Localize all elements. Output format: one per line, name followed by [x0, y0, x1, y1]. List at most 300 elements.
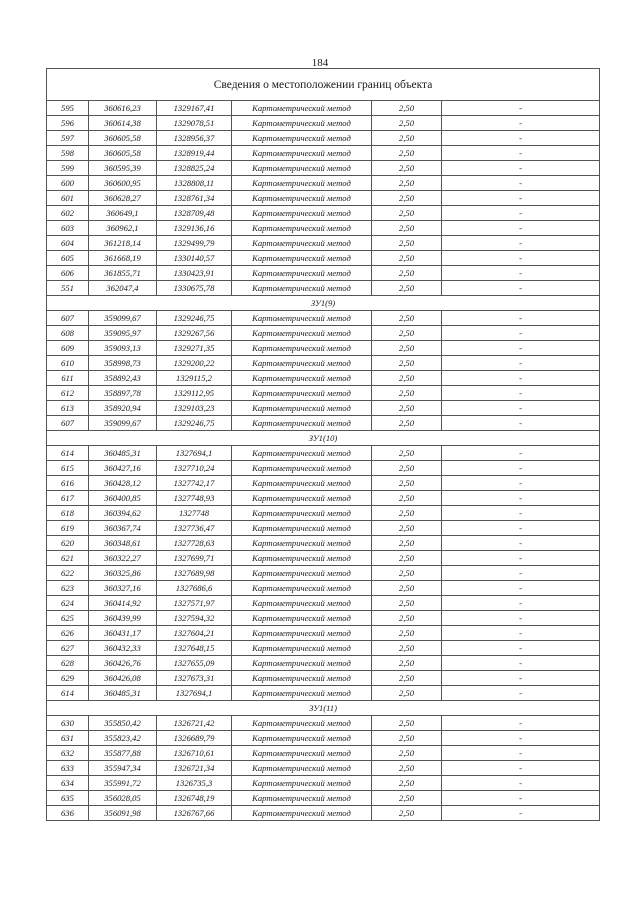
table-row — [47, 371, 600, 386]
y-coordinate-cell: 1327699,71 — [157, 551, 232, 566]
point-number-cell: 610 — [47, 356, 89, 371]
x-coordinate-cell: 355991,72 — [89, 776, 157, 791]
description-cell: - — [442, 131, 600, 146]
y-coordinate-cell: 1328956,37 — [157, 131, 232, 146]
accuracy-cell: 2,50 — [372, 476, 442, 491]
y-coordinate-cell: 1326721,34 — [157, 761, 232, 776]
y-coordinate-cell: 1326710,61 — [157, 746, 232, 761]
x-coordinate-cell: 360649,1 — [89, 206, 157, 221]
point-number-cell: 601 — [47, 191, 89, 206]
accuracy-cell: 2,50 — [372, 746, 442, 761]
accuracy-cell: 2,50 — [372, 371, 442, 386]
table-row — [47, 611, 600, 626]
page-number: 184 — [311, 57, 329, 69]
y-coordinate-cell: 1327728,63 — [157, 536, 232, 551]
table-row — [47, 266, 600, 281]
method-cell: Картометрический метод — [232, 566, 372, 581]
y-coordinate-cell: 1329271,35 — [157, 341, 232, 356]
x-coordinate-cell: 359095,97 — [89, 326, 157, 341]
y-coordinate-cell: 1326735,3 — [157, 776, 232, 791]
method-cell: Картометрический метод — [232, 476, 372, 491]
x-coordinate-cell: 359093,13 — [89, 341, 157, 356]
y-coordinate-cell: 1329103,23 — [157, 401, 232, 416]
accuracy-cell: 2,50 — [372, 566, 442, 581]
table-row — [47, 626, 600, 641]
table-row — [47, 731, 600, 746]
y-coordinate-cell: 1328919,44 — [157, 146, 232, 161]
method-cell: Картометрический метод — [232, 536, 372, 551]
accuracy-cell: 2,50 — [372, 386, 442, 401]
y-coordinate-cell: 1327742,17 — [157, 476, 232, 491]
x-coordinate-cell: 359099,67 — [89, 416, 157, 431]
description-cell: - — [442, 491, 600, 506]
description-cell: - — [442, 626, 600, 641]
table-row — [47, 491, 600, 506]
accuracy-cell: 2,50 — [372, 491, 442, 506]
description-cell: - — [442, 566, 600, 581]
method-cell: Картометрический метод — [232, 491, 372, 506]
table-row — [47, 776, 600, 791]
x-coordinate-cell: 360322,27 — [89, 551, 157, 566]
method-cell: Картометрический метод — [232, 806, 372, 821]
accuracy-cell: 2,50 — [372, 176, 442, 191]
x-coordinate-cell: 360431,17 — [89, 626, 157, 641]
description-cell: - — [442, 116, 600, 131]
y-coordinate-cell: 1326767,66 — [157, 806, 232, 821]
description-cell: - — [442, 551, 600, 566]
method-cell: Картометрический метод — [232, 791, 372, 806]
y-coordinate-cell: 1327748 — [157, 506, 232, 521]
table-row — [47, 251, 600, 266]
description-cell: - — [442, 161, 600, 176]
table-row — [47, 551, 600, 566]
table-row — [47, 716, 600, 731]
table-row — [47, 656, 600, 671]
table-row — [47, 161, 600, 176]
description-cell: - — [442, 146, 600, 161]
method-cell: Картометрический метод — [232, 386, 372, 401]
table-row — [47, 176, 600, 191]
x-coordinate-cell: 360485,31 — [89, 446, 157, 461]
point-number-cell: 603 — [47, 221, 89, 236]
table-row — [47, 566, 600, 581]
method-cell: Картометрический метод — [232, 401, 372, 416]
point-number-cell: 602 — [47, 206, 89, 221]
description-cell: - — [442, 776, 600, 791]
point-number-cell: 630 — [47, 716, 89, 731]
table-row — [47, 761, 600, 776]
method-cell: Картометрический метод — [232, 686, 372, 701]
point-number-cell: 608 — [47, 326, 89, 341]
accuracy-cell: 2,50 — [372, 131, 442, 146]
description-cell: - — [442, 311, 600, 326]
description-cell: - — [442, 386, 600, 401]
group-header-row — [47, 296, 600, 311]
accuracy-cell: 2,50 — [372, 596, 442, 611]
y-coordinate-cell: 1330675,78 — [157, 281, 232, 296]
method-cell: Картометрический метод — [232, 446, 372, 461]
method-cell: Картометрический метод — [232, 341, 372, 356]
point-number-cell: 623 — [47, 581, 89, 596]
description-cell: - — [442, 461, 600, 476]
accuracy-cell: 2,50 — [372, 671, 442, 686]
description-cell: - — [442, 686, 600, 701]
accuracy-cell: 2,50 — [372, 536, 442, 551]
point-number-cell: 614 — [47, 686, 89, 701]
point-number-cell: 624 — [47, 596, 89, 611]
table-row — [47, 401, 600, 416]
x-coordinate-cell: 360367,74 — [89, 521, 157, 536]
accuracy-cell: 2,50 — [372, 266, 442, 281]
accuracy-cell: 2,50 — [372, 191, 442, 206]
point-number-cell: 622 — [47, 566, 89, 581]
description-cell: - — [442, 221, 600, 236]
x-coordinate-cell: 355877,88 — [89, 746, 157, 761]
accuracy-cell: 2,50 — [372, 116, 442, 131]
table-row — [47, 536, 600, 551]
point-number-cell: 604 — [47, 236, 89, 251]
y-coordinate-cell: 1327655,09 — [157, 656, 232, 671]
method-cell: Картометрический метод — [232, 326, 372, 341]
description-cell: - — [442, 476, 600, 491]
description-cell: - — [442, 536, 600, 551]
method-cell: Картометрический метод — [232, 671, 372, 686]
y-coordinate-cell: 1329115,2 — [157, 371, 232, 386]
table-row — [47, 746, 600, 761]
x-coordinate-cell: 360426,76 — [89, 656, 157, 671]
point-number-cell: 617 — [47, 491, 89, 506]
y-coordinate-cell: 1329078,51 — [157, 116, 232, 131]
point-number-cell: 629 — [47, 671, 89, 686]
x-coordinate-cell: 359099,67 — [89, 311, 157, 326]
point-number-cell: 620 — [47, 536, 89, 551]
x-coordinate-cell: 358998,73 — [89, 356, 157, 371]
table-row — [47, 521, 600, 536]
x-coordinate-cell: 355823,42 — [89, 731, 157, 746]
x-coordinate-cell: 361855,71 — [89, 266, 157, 281]
y-coordinate-cell: 1327710,24 — [157, 461, 232, 476]
accuracy-cell: 2,50 — [372, 341, 442, 356]
method-cell: Картометрический метод — [232, 776, 372, 791]
point-number-cell: 627 — [47, 641, 89, 656]
table-row — [47, 236, 600, 251]
table-row — [47, 116, 600, 131]
group-label: ЗУ1(9) — [47, 296, 600, 311]
point-number-cell: 612 — [47, 386, 89, 401]
accuracy-cell: 2,50 — [372, 416, 442, 431]
accuracy-cell: 2,50 — [372, 221, 442, 236]
x-coordinate-cell: 360400,85 — [89, 491, 157, 506]
y-coordinate-cell: 1329267,56 — [157, 326, 232, 341]
table-row — [47, 146, 600, 161]
y-coordinate-cell: 1327736,47 — [157, 521, 232, 536]
y-coordinate-cell: 1329200,22 — [157, 356, 232, 371]
description-cell: - — [442, 581, 600, 596]
description-cell: - — [442, 656, 600, 671]
y-coordinate-cell: 1327673,31 — [157, 671, 232, 686]
table-row — [47, 446, 600, 461]
x-coordinate-cell: 362047,4 — [89, 281, 157, 296]
point-number-cell: 628 — [47, 656, 89, 671]
point-number-cell: 595 — [47, 101, 89, 116]
boundary-table — [46, 68, 600, 821]
method-cell: Картометрический метод — [232, 206, 372, 221]
table-title: Сведения о местоположении границ объекта — [47, 69, 600, 101]
method-cell: Картометрический метод — [232, 611, 372, 626]
method-cell: Картометрический метод — [232, 371, 372, 386]
point-number-cell: 598 — [47, 146, 89, 161]
table-row — [47, 581, 600, 596]
y-coordinate-cell: 1327686,6 — [157, 581, 232, 596]
description-cell: - — [442, 101, 600, 116]
description-cell: - — [442, 416, 600, 431]
description-cell: - — [442, 266, 600, 281]
method-cell: Картометрический метод — [232, 641, 372, 656]
x-coordinate-cell: 360605,58 — [89, 131, 157, 146]
y-coordinate-cell: 1330140,57 — [157, 251, 232, 266]
accuracy-cell: 2,50 — [372, 716, 442, 731]
y-coordinate-cell: 1327689,98 — [157, 566, 232, 581]
description-cell: - — [442, 806, 600, 821]
accuracy-cell: 2,50 — [372, 776, 442, 791]
method-cell: Картометрический метод — [232, 626, 372, 641]
y-coordinate-cell: 1328825,24 — [157, 161, 232, 176]
group-header-row — [47, 431, 600, 446]
group-label: ЗУ1(11) — [47, 701, 600, 716]
description-cell: - — [442, 596, 600, 611]
point-number-cell: 597 — [47, 131, 89, 146]
table-row — [47, 641, 600, 656]
y-coordinate-cell: 1329499,79 — [157, 236, 232, 251]
y-coordinate-cell: 1326748,19 — [157, 791, 232, 806]
table-row — [47, 686, 600, 701]
x-coordinate-cell: 360394,62 — [89, 506, 157, 521]
x-coordinate-cell: 360614,38 — [89, 116, 157, 131]
x-coordinate-cell: 360439,99 — [89, 611, 157, 626]
x-coordinate-cell: 358897,78 — [89, 386, 157, 401]
x-coordinate-cell: 360595,39 — [89, 161, 157, 176]
accuracy-cell: 2,50 — [372, 731, 442, 746]
method-cell: Картометрический метод — [232, 116, 372, 131]
description-cell: - — [442, 281, 600, 296]
y-coordinate-cell: 1329246,75 — [157, 416, 232, 431]
method-cell: Картометрический метод — [232, 521, 372, 536]
method-cell: Картометрический метод — [232, 356, 372, 371]
table-row — [47, 386, 600, 401]
x-coordinate-cell: 355947,34 — [89, 761, 157, 776]
table-row — [47, 206, 600, 221]
description-cell: - — [442, 791, 600, 806]
accuracy-cell: 2,50 — [372, 611, 442, 626]
x-coordinate-cell: 358892,43 — [89, 371, 157, 386]
method-cell: Картометрический метод — [232, 596, 372, 611]
method-cell: Картометрический метод — [232, 581, 372, 596]
group-label: ЗУ1(10) — [47, 431, 600, 446]
y-coordinate-cell: 1328761,34 — [157, 191, 232, 206]
method-cell: Картометрический метод — [232, 656, 372, 671]
table-row — [47, 341, 600, 356]
description-cell: - — [442, 341, 600, 356]
point-number-cell: 607 — [47, 416, 89, 431]
method-cell: Картометрический метод — [232, 251, 372, 266]
x-coordinate-cell: 360962,1 — [89, 221, 157, 236]
method-cell: Картометрический метод — [232, 311, 372, 326]
x-coordinate-cell: 360427,16 — [89, 461, 157, 476]
description-cell: - — [442, 506, 600, 521]
table-row — [47, 791, 600, 806]
description-cell: - — [442, 716, 600, 731]
description-cell: - — [442, 176, 600, 191]
description-cell: - — [442, 371, 600, 386]
y-coordinate-cell: 1326721,42 — [157, 716, 232, 731]
table-row — [47, 461, 600, 476]
method-cell: Картометрический метод — [232, 191, 372, 206]
table-title-row — [47, 69, 600, 101]
point-number-cell: 621 — [47, 551, 89, 566]
point-number-cell: 607 — [47, 311, 89, 326]
x-coordinate-cell: 360426,08 — [89, 671, 157, 686]
x-coordinate-cell: 360628,27 — [89, 191, 157, 206]
table-row — [47, 101, 600, 116]
point-number-cell: 551 — [47, 281, 89, 296]
y-coordinate-cell: 1326689,79 — [157, 731, 232, 746]
description-cell: - — [442, 446, 600, 461]
method-cell: Картометрический метод — [232, 281, 372, 296]
y-coordinate-cell: 1327694,1 — [157, 686, 232, 701]
method-cell: Картометрический метод — [232, 146, 372, 161]
accuracy-cell: 2,50 — [372, 206, 442, 221]
accuracy-cell: 2,50 — [372, 761, 442, 776]
accuracy-cell: 2,50 — [372, 251, 442, 266]
accuracy-cell: 2,50 — [372, 356, 442, 371]
description-cell: - — [442, 641, 600, 656]
accuracy-cell: 2,50 — [372, 686, 442, 701]
accuracy-cell: 2,50 — [372, 446, 442, 461]
point-number-cell: 615 — [47, 461, 89, 476]
table-row — [47, 281, 600, 296]
x-coordinate-cell: 360485,31 — [89, 686, 157, 701]
description-cell: - — [442, 206, 600, 221]
x-coordinate-cell: 360616,23 — [89, 101, 157, 116]
accuracy-cell: 2,50 — [372, 281, 442, 296]
y-coordinate-cell: 1329136,16 — [157, 221, 232, 236]
description-cell: - — [442, 731, 600, 746]
y-coordinate-cell: 1327604,21 — [157, 626, 232, 641]
method-cell: Картометрический метод — [232, 746, 372, 761]
y-coordinate-cell: 1328808,11 — [157, 176, 232, 191]
method-cell: Картометрический метод — [232, 731, 372, 746]
point-number-cell: 614 — [47, 446, 89, 461]
accuracy-cell: 2,50 — [372, 236, 442, 251]
point-number-cell: 625 — [47, 611, 89, 626]
point-number-cell: 596 — [47, 116, 89, 131]
point-number-cell: 634 — [47, 776, 89, 791]
table-row — [47, 191, 600, 206]
accuracy-cell: 2,50 — [372, 806, 442, 821]
method-cell: Картометрический метод — [232, 236, 372, 251]
method-cell: Картометрический метод — [232, 761, 372, 776]
point-number-cell: 599 — [47, 161, 89, 176]
table-row — [47, 671, 600, 686]
x-coordinate-cell: 360325,86 — [89, 566, 157, 581]
method-cell: Картометрический метод — [232, 506, 372, 521]
description-cell: - — [442, 191, 600, 206]
description-cell: - — [442, 236, 600, 251]
accuracy-cell: 2,50 — [372, 146, 442, 161]
y-coordinate-cell: 1329112,95 — [157, 386, 232, 401]
table-row — [47, 356, 600, 371]
table-row — [47, 311, 600, 326]
table-row — [47, 326, 600, 341]
accuracy-cell: 2,50 — [372, 656, 442, 671]
accuracy-cell: 2,50 — [372, 641, 442, 656]
point-number-cell: 631 — [47, 731, 89, 746]
accuracy-cell: 2,50 — [372, 521, 442, 536]
point-number-cell: 618 — [47, 506, 89, 521]
method-cell: Картометрический метод — [232, 176, 372, 191]
point-number-cell: 611 — [47, 371, 89, 386]
description-cell: - — [442, 356, 600, 371]
x-coordinate-cell: 360428,12 — [89, 476, 157, 491]
description-cell: - — [442, 746, 600, 761]
table-row — [47, 416, 600, 431]
method-cell: Картометрический метод — [232, 161, 372, 176]
table-row — [47, 131, 600, 146]
description-cell: - — [442, 761, 600, 776]
table-row — [47, 596, 600, 611]
accuracy-cell: 2,50 — [372, 326, 442, 341]
accuracy-cell: 2,50 — [372, 791, 442, 806]
accuracy-cell: 2,50 — [372, 551, 442, 566]
method-cell: Картометрический метод — [232, 221, 372, 236]
description-cell: - — [442, 251, 600, 266]
method-cell: Картометрический метод — [232, 266, 372, 281]
description-cell: - — [442, 326, 600, 341]
accuracy-cell: 2,50 — [372, 101, 442, 116]
x-coordinate-cell: 360600,95 — [89, 176, 157, 191]
point-number-cell: 633 — [47, 761, 89, 776]
y-coordinate-cell: 1329246,75 — [157, 311, 232, 326]
description-cell: - — [442, 671, 600, 686]
x-coordinate-cell: 361218,14 — [89, 236, 157, 251]
y-coordinate-cell: 1327648,15 — [157, 641, 232, 656]
description-cell: - — [442, 611, 600, 626]
y-coordinate-cell: 1327748,93 — [157, 491, 232, 506]
table-row — [47, 476, 600, 491]
method-cell: Картометрический метод — [232, 716, 372, 731]
method-cell: Картометрический метод — [232, 461, 372, 476]
point-number-cell: 626 — [47, 626, 89, 641]
method-cell: Картометрический метод — [232, 101, 372, 116]
accuracy-cell: 2,50 — [372, 461, 442, 476]
group-header-row — [47, 701, 600, 716]
point-number-cell: 636 — [47, 806, 89, 821]
y-coordinate-cell: 1330423,91 — [157, 266, 232, 281]
point-number-cell: 606 — [47, 266, 89, 281]
x-coordinate-cell: 360605,58 — [89, 146, 157, 161]
point-number-cell: 613 — [47, 401, 89, 416]
method-cell: Картометрический метод — [232, 551, 372, 566]
y-coordinate-cell: 1327571,97 — [157, 596, 232, 611]
table-row — [47, 806, 600, 821]
x-coordinate-cell: 356028,05 — [89, 791, 157, 806]
x-coordinate-cell: 358920,94 — [89, 401, 157, 416]
y-coordinate-cell: 1327694,1 — [157, 446, 232, 461]
accuracy-cell: 2,50 — [372, 626, 442, 641]
x-coordinate-cell: 360414,92 — [89, 596, 157, 611]
point-number-cell: 619 — [47, 521, 89, 536]
point-number-cell: 609 — [47, 341, 89, 356]
